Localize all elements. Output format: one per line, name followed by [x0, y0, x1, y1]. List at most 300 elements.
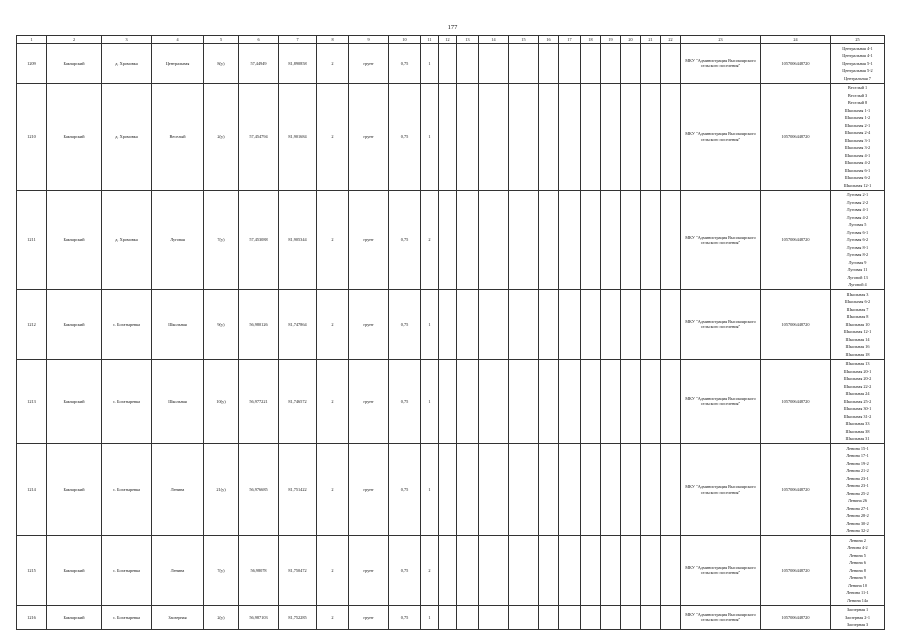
address-item: Ленина 30-2	[846, 520, 869, 526]
column-number: 16	[539, 36, 559, 44]
latitude-cell: 57,44949	[239, 44, 279, 84]
empty-cell	[559, 190, 581, 290]
address-item: Ленина 19-2	[846, 460, 869, 466]
area-cell: 0,75	[389, 290, 421, 360]
addresses-cell	[831, 83, 885, 190]
area-cell: 0,75	[389, 536, 421, 606]
latitude-cell: 56,987103	[239, 605, 279, 630]
district-cell: Бакчарский	[47, 444, 102, 536]
column-number: 5	[204, 36, 239, 44]
address-item: Луговая 2-2	[846, 199, 869, 205]
surface-cell: грунт	[349, 44, 389, 84]
column-number: 15	[509, 36, 539, 44]
row-number: 1214	[17, 444, 47, 536]
empty-cell	[439, 444, 457, 536]
address-item: Луговая 11	[847, 267, 868, 272]
empty-cell	[581, 44, 601, 84]
empty-cell	[661, 444, 681, 536]
containers-cell: 1	[421, 290, 439, 360]
empty-cell	[621, 605, 641, 630]
longitude-cell: 81,747864	[279, 290, 317, 360]
ogrn-cell: 1057006448720	[761, 444, 831, 536]
column-number: 2	[47, 36, 102, 44]
latitude-cell: 56,98078	[239, 536, 279, 606]
area-cell: 0,75	[389, 44, 421, 84]
organization-cell: МКУ "Администрация Высокоярского сельского поселения"	[681, 83, 761, 190]
count-cell: 2	[317, 536, 349, 606]
house-cell: 8(у)	[204, 44, 239, 84]
address-item: Ленина 5	[849, 552, 866, 558]
address-item: Школьная 13	[845, 361, 870, 366]
address-item: Центральная 5-1	[842, 60, 873, 66]
house-cell: 2(у)	[204, 605, 239, 630]
address-item: Школьная 20-1	[843, 368, 872, 374]
empty-cell	[457, 190, 479, 290]
empty-cell	[479, 444, 509, 536]
district-cell: Бакчарский	[47, 605, 102, 630]
house-cell: 7(у)	[204, 190, 239, 290]
column-number: 3	[102, 36, 152, 44]
row-number: 1215	[17, 536, 47, 606]
containers-cell: 1	[421, 359, 439, 444]
surface-cell: грунт	[349, 605, 389, 630]
empty-cell	[621, 190, 641, 290]
address-item: Ленина 26	[848, 498, 867, 503]
address-item: Ленина 9	[849, 575, 866, 580]
count-cell: 2	[317, 444, 349, 536]
longitude-cell: 81,750472	[279, 536, 317, 606]
empty-cell	[621, 536, 641, 606]
address-item: Школьная 30-1	[843, 406, 872, 411]
count-cell: 2	[317, 605, 349, 630]
locality-cell: с. Богатыревка	[102, 605, 152, 630]
table-row	[17, 444, 885, 536]
empty-cell	[509, 605, 539, 630]
empty-cell	[661, 536, 681, 606]
ogrn-cell: 1057006448720	[761, 83, 831, 190]
address-item: Школьная 3-2	[844, 145, 871, 150]
containers-cell: 1	[421, 605, 439, 630]
street-cell: Ленина	[152, 536, 204, 606]
empty-cell	[641, 290, 661, 360]
address-item: Центральная 5-2	[842, 68, 873, 73]
addresses-cell	[831, 44, 885, 84]
surface-cell: грунт	[349, 359, 389, 444]
address-item: Школьная 7	[846, 306, 869, 312]
empty-cell	[439, 536, 457, 606]
column-number: 7	[279, 36, 317, 44]
empty-cell	[641, 44, 661, 84]
surface-cell: грунт	[349, 190, 389, 290]
longitude-cell: 81,752285	[279, 605, 317, 630]
address-item: Школьная 20-2	[843, 376, 872, 381]
address-item: Школьная 2-1	[844, 122, 871, 128]
addresses-cell	[831, 290, 885, 360]
registry-table	[16, 35, 885, 630]
longitude-cell: 81,746572	[279, 359, 317, 444]
latitude-cell: 56,977221	[239, 359, 279, 444]
address-item: Ленина 15-1	[846, 445, 869, 451]
district-cell: Бакчарский	[47, 290, 102, 360]
column-number: 13	[457, 36, 479, 44]
address-item: Школьная 16	[845, 344, 870, 349]
empty-cell	[641, 190, 661, 290]
empty-cell	[457, 536, 479, 606]
address-item: Ленина 4-2	[847, 545, 868, 550]
empty-cell	[479, 190, 509, 290]
empty-cell	[581, 359, 601, 444]
empty-cell	[539, 44, 559, 84]
street-cell: Центральная	[152, 44, 204, 84]
longitude-cell: 81,751422	[279, 444, 317, 536]
address-item: Заозерная 3	[846, 622, 869, 627]
address-item: Школьная 3-1	[844, 137, 871, 143]
row-number: 1210	[17, 83, 47, 190]
address-item: Луговая 6-1	[846, 229, 869, 235]
empty-cell	[559, 536, 581, 606]
address-item: Луговая 4-2	[846, 214, 869, 220]
ogrn-cell: 1057006448720	[761, 605, 831, 630]
address-item: Школьная 6-2	[844, 175, 871, 180]
district-cell: Бакчарский	[47, 44, 102, 84]
address-item: Ленина 14а	[847, 597, 868, 603]
locality-cell: с. Богатыревка	[102, 359, 152, 444]
containers-cell: 2	[421, 536, 439, 606]
organization-cell: МКУ "Администрация Высокоярского сельского поселения"	[681, 290, 761, 360]
empty-cell	[539, 290, 559, 360]
empty-cell	[661, 605, 681, 630]
empty-cell	[479, 605, 509, 630]
empty-cell	[509, 290, 539, 360]
empty-cell	[621, 359, 641, 444]
district-cell: Бакчарский	[47, 190, 102, 290]
empty-cell	[509, 44, 539, 84]
longitude-cell: 81,905344	[279, 190, 317, 290]
locality-cell: д. Хромовка	[102, 44, 152, 84]
page-number: 177	[447, 24, 458, 31]
addresses-cell	[831, 444, 885, 536]
area-cell: 0,75	[389, 359, 421, 444]
empty-cell	[641, 359, 661, 444]
column-number: 18	[581, 36, 601, 44]
locality-cell: с. Богатыревка	[102, 290, 152, 360]
count-cell: 2	[317, 359, 349, 444]
empty-cell	[539, 83, 559, 190]
count-cell: 2	[317, 190, 349, 290]
organization-cell: МКУ "Администрация Высокоярского сельского поселения"	[681, 605, 761, 630]
address-item: Школьная 18	[845, 351, 870, 357]
empty-cell	[539, 536, 559, 606]
locality-cell: с. Богатыревка	[102, 444, 152, 536]
empty-cell	[601, 44, 621, 84]
column-number: 17	[559, 36, 581, 44]
column-number: 25	[831, 36, 885, 44]
house-cell: 9(у)	[204, 290, 239, 360]
organization-cell: МКУ "Администрация Высокоярского сельского поселения"	[681, 444, 761, 536]
empty-cell	[581, 83, 601, 190]
house-cell: 21(у)	[204, 444, 239, 536]
empty-cell	[439, 605, 457, 630]
containers-cell: 1	[421, 44, 439, 84]
address-item: Школьная 31	[845, 436, 870, 441]
column-number: 4	[152, 36, 204, 44]
address-item: Школьная 33	[845, 421, 870, 426]
column-number: 6	[239, 36, 279, 44]
latitude-cell: 56,980126	[239, 290, 279, 360]
area-cell: 0,75	[389, 444, 421, 536]
address-item: Школьная 31-2	[843, 413, 872, 419]
empty-cell	[559, 83, 581, 190]
address-item: Ленина 11-1	[846, 590, 869, 595]
organization-cell: МКУ "Администрация Высокоярского сельского поселения"	[681, 190, 761, 290]
count-cell: 2	[317, 44, 349, 84]
address-item: Ленина 32-2	[846, 528, 869, 533]
latitude-cell: 57,453088	[239, 190, 279, 290]
street-cell: Заозерная	[152, 605, 204, 630]
empty-cell	[581, 290, 601, 360]
address-item: Веселый 3	[847, 92, 868, 98]
street-cell: Луговая	[152, 190, 204, 290]
address-item: Луговой 13	[847, 274, 868, 280]
street-cell: Школьная	[152, 290, 204, 360]
column-number: 9	[349, 36, 389, 44]
empty-cell	[661, 190, 681, 290]
address-item: Школьная 4-1	[844, 152, 871, 158]
table-row	[17, 605, 885, 630]
address-item: Луговой 4	[848, 282, 867, 287]
empty-cell	[621, 290, 641, 360]
empty-cell	[439, 44, 457, 84]
locality-cell: с. Богатыревка	[102, 536, 152, 606]
address-item: Ленина 21-2	[846, 468, 869, 473]
address-item: Веселый 8	[847, 100, 868, 105]
surface-cell: грунт	[349, 536, 389, 606]
address-item: Ленина 27-1	[846, 505, 869, 511]
address-item: Школьная 2-4	[844, 130, 871, 135]
area-cell: 0,75	[389, 83, 421, 190]
column-number: 22	[661, 36, 681, 44]
surface-cell: грунт	[349, 444, 389, 536]
containers-cell: 1	[421, 444, 439, 536]
empty-cell	[601, 536, 621, 606]
empty-cell	[581, 190, 601, 290]
row-number: 1213	[17, 359, 47, 444]
address-item: Луговая 6-2	[846, 237, 869, 242]
empty-cell	[509, 359, 539, 444]
column-number: 1	[17, 36, 47, 44]
address-item: Школьная 38	[845, 428, 870, 434]
count-cell: 2	[317, 290, 349, 360]
column-number: 11	[421, 36, 439, 44]
address-item: Ленина 6	[849, 560, 866, 565]
address-item: Центральная 4-1	[842, 53, 873, 58]
table-row	[17, 359, 885, 444]
column-number: 8	[317, 36, 349, 44]
address-item: Школьная 22-2	[843, 383, 872, 389]
empty-cell	[457, 83, 479, 190]
empty-cell	[581, 605, 601, 630]
surface-cell: грунт	[349, 290, 389, 360]
empty-cell	[439, 190, 457, 290]
empty-cell	[661, 359, 681, 444]
empty-cell	[661, 44, 681, 84]
addresses-cell	[831, 190, 885, 290]
empty-cell	[439, 83, 457, 190]
ogrn-cell: 1057006448720	[761, 359, 831, 444]
address-item: Школьная 8	[846, 314, 869, 319]
table-row	[17, 190, 885, 290]
area-cell: 0,75	[389, 605, 421, 630]
containers-cell: 2	[421, 190, 439, 290]
address-item: Луговая 8-1	[846, 244, 869, 250]
empty-cell	[439, 359, 457, 444]
column-number: 12	[439, 36, 457, 44]
longitude-cell: 81,901684	[279, 83, 317, 190]
organization-cell: МКУ "Администрация Высокоярского сельского поселения"	[681, 536, 761, 606]
district-cell: Бакчарский	[47, 83, 102, 190]
address-item: Ленина 25-2	[846, 490, 869, 496]
longitude-cell: 81,890858	[279, 44, 317, 84]
row-number: 1216	[17, 605, 47, 630]
address-item: Школьная 4-2	[844, 160, 871, 165]
address-item: Центральная 4-1	[842, 45, 873, 51]
address-item: Школьная 25-2	[843, 398, 872, 404]
row-number: 1209	[17, 44, 47, 84]
empty-cell	[457, 359, 479, 444]
address-item: Школьная 3	[846, 291, 869, 297]
empty-cell	[457, 444, 479, 536]
empty-cell	[457, 605, 479, 630]
empty-cell	[559, 44, 581, 84]
address-item: Луговая 2-1	[846, 192, 869, 197]
street-cell: Школьная	[152, 359, 204, 444]
empty-cell	[539, 359, 559, 444]
empty-cell	[539, 444, 559, 536]
empty-cell	[641, 83, 661, 190]
address-item: Школьная 1-2	[844, 115, 871, 120]
address-item: Ленина 23-1	[846, 483, 869, 488]
organization-cell: МКУ "Администрация Высокоярского сельского поселения"	[681, 44, 761, 84]
containers-cell: 1	[421, 83, 439, 190]
empty-cell	[509, 536, 539, 606]
organization-cell: МКУ "Администрация Высокоярского сельского поселения"	[681, 359, 761, 444]
area-cell: 0,75	[389, 190, 421, 290]
empty-cell	[641, 605, 661, 630]
address-item: Луговая 4-1	[846, 207, 869, 212]
locality-cell: д. Хромовка	[102, 190, 152, 290]
address-item: Ленина 23-1	[846, 475, 869, 481]
empty-cell	[559, 359, 581, 444]
empty-cell	[509, 83, 539, 190]
address-item: Школьная 6-2	[844, 299, 871, 304]
column-number: 14	[479, 36, 509, 44]
address-item: Школьная 1-1	[844, 107, 871, 113]
locality-cell: д. Хромовка	[102, 83, 152, 190]
address-item: Ленина 8	[849, 567, 866, 573]
column-number: 20	[621, 36, 641, 44]
empty-cell	[559, 605, 581, 630]
address-item: Заозерная 2-1	[845, 614, 870, 620]
empty-cell	[457, 290, 479, 360]
empty-cell	[479, 83, 509, 190]
surface-cell: грунт	[349, 83, 389, 190]
empty-cell	[539, 605, 559, 630]
table-row	[17, 536, 885, 606]
district-cell: Бакчарский	[47, 536, 102, 606]
house-cell: 10(у)	[204, 359, 239, 444]
address-item: Школьная 6-1	[844, 167, 871, 173]
district-cell: Бакчарский	[47, 359, 102, 444]
empty-cell	[479, 536, 509, 606]
empty-cell	[601, 190, 621, 290]
table-row	[17, 83, 885, 190]
column-number: 23	[681, 36, 761, 44]
address-item: Школьная 12-1	[843, 329, 872, 334]
address-item: Луговая 8-2	[846, 252, 869, 257]
table-row	[17, 44, 885, 84]
street-cell: Ленина	[152, 444, 204, 536]
empty-cell	[661, 83, 681, 190]
address-item: Школьная 10	[845, 321, 870, 327]
empty-cell	[601, 290, 621, 360]
address-item: Веселый 1	[847, 85, 868, 90]
column-number: 19	[601, 36, 621, 44]
empty-cell	[439, 290, 457, 360]
empty-cell	[509, 190, 539, 290]
empty-cell	[457, 44, 479, 84]
address-item: Ленина 2	[849, 537, 866, 543]
address-item: Луговая 9	[848, 259, 867, 265]
row-number: 1212	[17, 290, 47, 360]
empty-cell	[479, 44, 509, 84]
empty-cell	[559, 444, 581, 536]
empty-cell	[641, 536, 661, 606]
empty-cell	[479, 359, 509, 444]
empty-cell	[621, 83, 641, 190]
ogrn-cell: 1057006448720	[761, 44, 831, 84]
address-item: Ленина 10	[848, 582, 867, 588]
empty-cell	[601, 444, 621, 536]
addresses-cell	[831, 605, 885, 630]
ogrn-cell: 1057006448720	[761, 290, 831, 360]
addresses-cell	[831, 359, 885, 444]
empty-cell	[601, 83, 621, 190]
address-item: Луговая 5	[848, 222, 867, 227]
empty-cell	[661, 290, 681, 360]
empty-cell	[539, 190, 559, 290]
count-cell: 2	[317, 83, 349, 190]
address-item: Ленина 28-2	[846, 513, 869, 518]
address-item: Школьная 24	[845, 391, 870, 396]
house-cell: 7(у)	[204, 536, 239, 606]
row-number: 1211	[17, 190, 47, 290]
empty-cell	[509, 444, 539, 536]
ogrn-cell: 1057006448720	[761, 536, 831, 606]
empty-cell	[601, 605, 621, 630]
header-row	[17, 36, 885, 44]
latitude-cell: 56,976685	[239, 444, 279, 536]
empty-cell	[479, 290, 509, 360]
empty-cell	[641, 444, 661, 536]
address-item: Заозерная 1	[846, 607, 869, 612]
column-number: 10	[389, 36, 421, 44]
address-item: Школьная 14	[845, 336, 870, 342]
address-item: Школьная 12-1	[843, 182, 872, 188]
address-item: Центральная 7	[844, 75, 871, 81]
empty-cell	[601, 359, 621, 444]
empty-cell	[621, 44, 641, 84]
address-item: Ленина 17-1	[846, 453, 869, 458]
